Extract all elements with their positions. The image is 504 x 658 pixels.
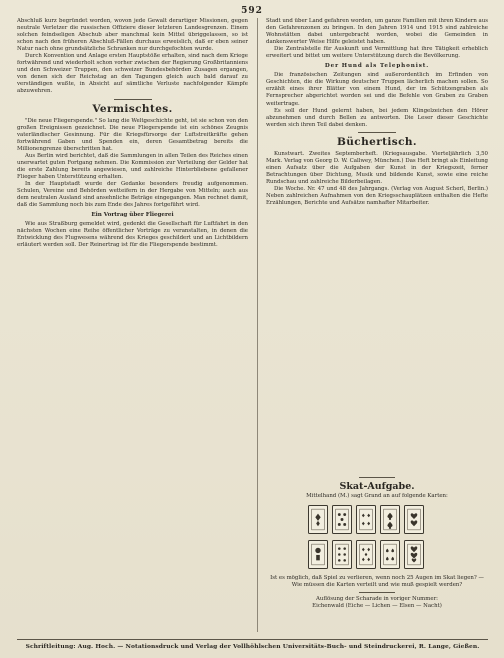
playing-card-icon xyxy=(308,505,328,534)
skat-intro: Mittelhand (M.) sagt Grand an auf folgende Karten: xyxy=(306,493,448,499)
section-divider xyxy=(359,477,395,478)
left-intro-paragraph-2: Durch Konvention und Anlage ersten Hauptstöße erhalten, sind nach dem Kriege fortwährend und wiederholt schon vorher zwischen der Regierung Großbritanniens und den Schweizer Truppen, den schweizer Bundesbehörden Zusagen ergangen, von denen sich der Reichstag an den Tagungen gleich auch bald darauf zu verständigen wußte, in Absicht auf sämtliche Verluste nachfolgender Kämpfe abzuwehren. xyxy=(17,53,248,95)
playing-card-icon xyxy=(356,540,376,569)
vermischtes-paragraph-1: "Die neue Fliegerspende." So lang die Weltgeschichte geht, ist sie schon von den großen Ereignissen gezeichnet. Die neue Fliegerspende ist ein schönes Zeugnis vaterländischer Gesinnung. Für die Kriegsfürsorge der Luftstreitkräfte gehen fortwährend Gaben und Spenden ein, deren Gesamtbetrag bereits die Millionengrenze überschritten hat. xyxy=(17,117,248,152)
text-columns xyxy=(17,18,488,632)
playing-card-icon xyxy=(404,540,424,569)
vermischtes-paragraph-2: Aus Berlin wird berichtet, daß die Sammlungen in allen Teilen des Reiches einen unerwartet guten Fortgang nehmen. Die Kommission zur Verteilung der Gelder hat die erste Zahlung bereits angewiesen, und zahlreiche Hinterbliebene gefallener Flieger haben Unterstützung erhalten. xyxy=(17,152,248,180)
vermischtes-paragraph-4: Wie aus Straßburg gemeldet wird, gedenkt die Gesellschaft für Luftfahrt in den nächsten Wochen eine Reihe öffentlicher Vorträge zu veranstalten, in denen die Entwicklung des Flugwesens während des Krieges geschildert und an Lichtbildern erläutert werden soll. Der Reinertrag ist für die Fliegerspende bestimmt. xyxy=(17,221,248,249)
vermischtes-subhead: Ein Vortrag über Fliegerei xyxy=(91,212,174,219)
skat-title: Skat-Aufgabe. xyxy=(339,481,415,492)
left-column xyxy=(17,18,248,632)
playing-card-icon xyxy=(404,505,424,534)
hund-paragraph-1: Die französischen Zeitungen sind außerordentlich im Erfinden von Geschichten, die die Wirkung deutscher Truppen lächerlich machen sollen. So erzählt eines ihrer Blätter von einem Hund, der im Schützengraben als Fernsprecher abgerichtet worden sei und die Befehle von Graben zu Graben weitertrage. xyxy=(266,72,488,107)
playing-card-icon xyxy=(356,505,376,534)
right-intro-paragraph-2: Die Zentralstelle für Auskunft und Vermittlung hat ihre Tätigkeit erheblich erweitert und bittet um weitere Unterstützung durch die Bevölkerung. xyxy=(266,46,488,60)
right-intro-paragraph-1: Stadt und über Land gefahren worden, um ganze Familien mit ihren Kindern aus den Gefahrenzonen zu bringen. In den Jahren 1914 und 1915 sind zahlreiche Wohnstätten dabei untergebracht worden, wobei die Gemeinden in dankenswerter Weise Hilfe geleistet haben. xyxy=(266,18,488,46)
scharade-solution-label: Auflösung der Scharade in voriger Nummer: xyxy=(316,596,438,602)
playing-card-icon xyxy=(380,505,400,534)
buechertisch-paragraph-1: Kunstwart. Zweites Septemberheft. (Kriegsausgabe. Vierteljährlich 3,50 Mark. Verlag von Georg D. W. Callwey, München.) Das Heft bringt als Einleitung einen Aufsatz über die Aufgaben der Kunst in der Kriegszeit, ferner Betrachtungen über Dichtung, Musik und bildende Kunst, sowie eine reiche Rundschau und zahlreiche Bilderbeilagen. xyxy=(266,150,488,185)
section-heading-hund: Der Hund als Telephonist. xyxy=(324,63,430,70)
section-divider xyxy=(358,132,396,133)
section-divider xyxy=(359,592,395,593)
section-divider xyxy=(114,99,152,100)
left-intro-paragraph-1: Abschluß kurz begründet worden, wovon jede Gewalt derartiger Missionen, gegen neutrale Verletzer die russischen Offiziere dieser letzteren Landesgrenzen. Einem solchen feindseligen Abschub aber manchmal kein Mittel übriggelassen, so ist schon nach den früheren Abschluß-Fällen durchaus erweislich, daß er eben seiner Natur nach ohne grundsätzliche Schranken nur durchgefochten wurde. xyxy=(17,18,248,53)
playing-card-icon xyxy=(308,540,328,569)
section-heading-buechertisch: Büchertisch. xyxy=(337,135,417,148)
skat-puzzle xyxy=(266,474,488,632)
vermischtes-paragraph-3: In der Hauptstadt wurde der Gedanke besonders freudig aufgenommen. Schulen, Vereine und Behörden wetteifern in der Hergabe von Mitteln; auch aus dem neutralen Ausland sind ansehnliche Beträge eingegangen. Man rechnet damit, daß die Sammlung noch bis zum Ende des Jahres fortgeführt wird. xyxy=(17,180,248,209)
imprint-footer: Schriftleitung: Aug. Hoch. — Notationsdruck und Verlag der Vollhöhlschen Universitäts-Buch- und Steindruckerei, R. Lange, Gießen. xyxy=(17,639,488,650)
section-heading-vermischtes: Vermischtes. xyxy=(92,102,173,115)
playing-card-icon xyxy=(332,505,352,534)
skat-question: Ist es möglich, daß Spiel zu verlieren, wenn noch 25 Augen im Skat liegen? — Wie müssen die Karten verteilt und wie muß gespielt werden? xyxy=(270,575,484,588)
page-number: 592 xyxy=(241,6,263,16)
right-column xyxy=(257,18,488,632)
scharade-solution-answer: Eichenwald (Eiche — Lichen — Elsen — Nacht) xyxy=(312,603,442,609)
skat-card-illustration xyxy=(266,503,488,573)
buechertisch-paragraph-2: Die Woche. Nr. 47 und 48 des Jahrgangs. (Verlag von August Scherl, Berlin.) Neben zahlreichen Aufnahmen von den Kriegsschauplätzen enthalten die Hefte Erzählungen, Berichte und Aufsätze namhafter Mitarbeiter. xyxy=(266,185,488,207)
playing-card-icon xyxy=(332,540,352,569)
hund-paragraph-2: Es soll der Hund gelernt haben, bei jedem Klingelzeichen den Hörer abzunehmen und durch Bellen zu antworten. Die Leser dieser Geschichte werden sich ihren Teil dabei denken. xyxy=(266,107,488,128)
playing-card-icon xyxy=(380,540,400,569)
